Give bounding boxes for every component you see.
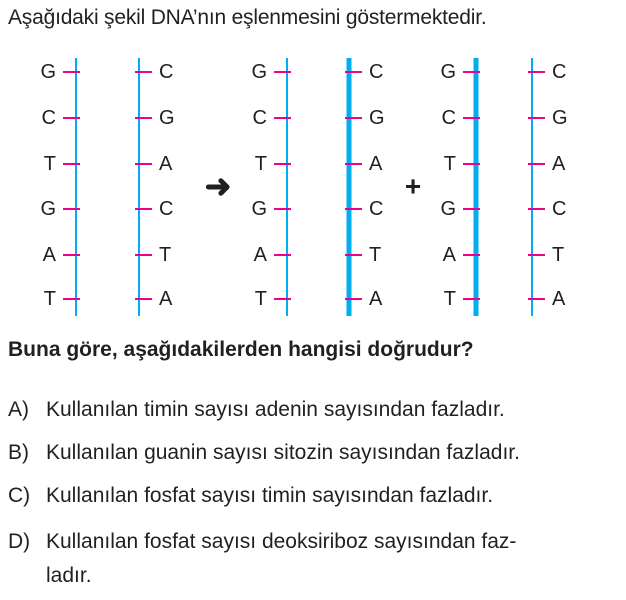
daughter2-new-strand-base-3: G <box>440 198 456 220</box>
daughter1-old-strand-base-5: T <box>254 288 267 310</box>
option-c[interactable] <box>8 484 493 508</box>
daughter2-new-strand-base-2: T <box>443 153 456 175</box>
option-d[interactable] <box>8 530 517 587</box>
daughter1-old-strand-base-1: C <box>252 107 267 129</box>
daughter1-old-strand-base-0: G <box>251 61 267 83</box>
daughter2-old-strand-base-0: C <box>552 61 567 83</box>
daughter1-new-strand-base-4: T <box>369 244 382 266</box>
parent-left-strand-base-0: G <box>40 61 56 83</box>
daughter2-new-strand-base-0: G <box>440 61 456 83</box>
parent-right-strand-base-2: A <box>159 153 173 175</box>
option-b-letter: B) <box>8 441 29 464</box>
parent-left-strand-base-1: C <box>41 107 56 129</box>
parent-left-strand-base-2: T <box>43 153 56 175</box>
daughter1-old-strand-base-3: G <box>251 198 267 220</box>
option-c-text: Kullanılan fosfat sayısı timin sayısından fazladır. <box>46 484 494 507</box>
parent-right-strand-base-4: T <box>159 244 172 266</box>
daughter1-new-strand-base-3: C <box>369 198 384 220</box>
daughter1-new-strand-base-5: A <box>369 288 383 310</box>
parent-right-strand-base-3: C <box>159 198 174 220</box>
daughter1-old-strand-base-2: T <box>254 153 267 175</box>
daughter2-new-strand-base-4: A <box>442 244 456 266</box>
daughter2-old-strand-base-4: T <box>552 244 565 266</box>
intro-text: Aşağıdaki şekil DNA’nın eşlenmesini göstermektedir. <box>8 6 487 29</box>
option-a[interactable] <box>8 398 505 422</box>
option-a-text: Kullanılan timin sayısı adenin sayısından fazladır. <box>46 398 505 421</box>
daughter1-new-strand-base-1: G <box>369 107 385 129</box>
daughter2-old-strand-base-5: A <box>552 288 566 310</box>
daughter2-old-strand-base-3: C <box>552 198 567 220</box>
plus-sign: + <box>404 170 422 202</box>
daughter1-old-strand-base-4: A <box>253 244 267 266</box>
parent-left-strand-base-4: A <box>42 244 56 266</box>
daughter2-new-strand-base-5: T <box>443 288 456 310</box>
daughter1-new-strand-base-0: C <box>369 61 384 83</box>
option-a-letter: A) <box>8 398 29 421</box>
option-b[interactable] <box>8 441 520 465</box>
daughter1-new-strand-base-2: A <box>369 153 383 175</box>
option-c-letter: C) <box>8 484 31 507</box>
dna-replication-diagram <box>0 48 626 328</box>
daughter2-old-strand-base-2: A <box>552 153 566 175</box>
daughter2-new-strand-base-1: C <box>441 107 456 129</box>
parent-left-strand-base-5: T <box>43 288 56 310</box>
parent-right-strand-base-0: C <box>159 61 174 83</box>
option-d-continuation: ladır. <box>46 564 92 587</box>
option-d-text: Kullanılan fosfat sayısı deoksiriboz sayısından faz- <box>46 530 517 553</box>
parent-right-strand-base-1: G <box>159 107 175 129</box>
replication-arrow: ➜ <box>204 168 232 204</box>
parent-left-strand-base-3: G <box>40 198 56 220</box>
parent-right-strand-base-5: A <box>159 288 173 310</box>
option-d-letter: D) <box>8 530 31 553</box>
daughter2-old-strand-base-1: G <box>552 107 568 129</box>
option-b-text: Kullanılan guanin sayısı sitozin sayısından fazladır. <box>46 441 520 464</box>
question-text: Buna göre, aşağıdakilerden hangisi doğrudur? <box>8 338 474 361</box>
